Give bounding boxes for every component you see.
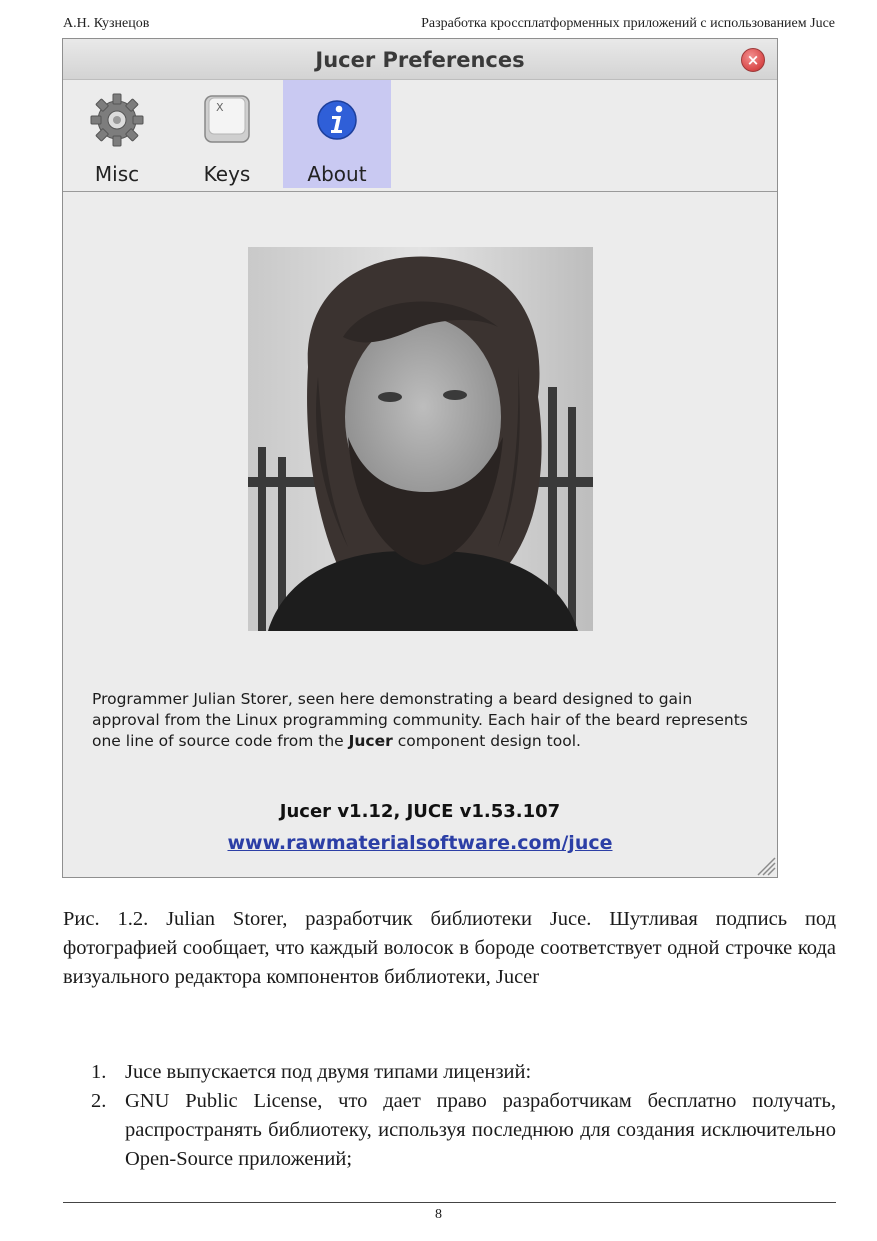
list-item-number: 2. [91, 1090, 107, 1112]
tab-misc[interactable] [63, 80, 171, 188]
list-item-text: GNU Public License, что дает право разработчикам бесплатно получать, распространять библиотеку, используя последнюю для создания исключительно Open-Source приложений; [125, 1090, 836, 1170]
tab-keys-label: Keys [203, 162, 251, 186]
website-link[interactable]: www.rawmaterialsoftware.com/juce [227, 832, 613, 854]
about-description [92, 689, 762, 752]
figure-caption: Рис. 1.2. Julian Storer, разработчик библиотеки Juce. Шутливая подпись под фотографией сообщает, что каждый волосок в бороде соответствует одной строчке кода визуального редактора компонентов библиотеки, Jucer [63, 908, 836, 988]
description-part2: component design tool. [392, 732, 581, 750]
list-item [63, 1058, 836, 1087]
key-glyph: X [216, 101, 224, 114]
author-photo [248, 247, 593, 631]
key-icon [173, 92, 281, 148]
list-item-text: Juce выпускается под двумя типами лицензий: [125, 1061, 532, 1083]
tab-about-label: About [307, 162, 367, 186]
tab-keys[interactable] [173, 80, 281, 188]
list-item-number: 1. [91, 1061, 107, 1083]
preferences-toolbar [63, 80, 777, 192]
preferences-window [62, 38, 778, 878]
close-button[interactable] [741, 48, 765, 72]
close-icon: × [746, 51, 760, 69]
resize-grip[interactable] [754, 854, 776, 876]
description-part1: Programmer Julian Storer, seen here demonstrating a beard designed to gain approval from the Linux programming community. Each hair of the beard represents one line of source code from the [92, 690, 748, 750]
tab-about[interactable] [283, 80, 391, 188]
tab-misc-label: Misc [94, 162, 140, 186]
page-number: 8 [435, 1207, 442, 1222]
list-item [63, 1087, 836, 1174]
window-title: Jucer Preferences [315, 48, 525, 72]
header-author: А.Н. Кузнецов [63, 16, 150, 31]
description-bold: Jucer [348, 732, 393, 750]
header-book-title: Разработка кроссплатформенных приложений с использованием Juce [421, 16, 835, 31]
license-list [63, 1058, 836, 1174]
window-titlebar [63, 39, 777, 80]
info-icon [283, 92, 391, 148]
version-label: Jucer v1.12, JUCE v1.53.107 [279, 801, 561, 822]
footer-divider [63, 1202, 836, 1203]
gear-icon [63, 92, 171, 148]
about-panel [63, 192, 777, 877]
